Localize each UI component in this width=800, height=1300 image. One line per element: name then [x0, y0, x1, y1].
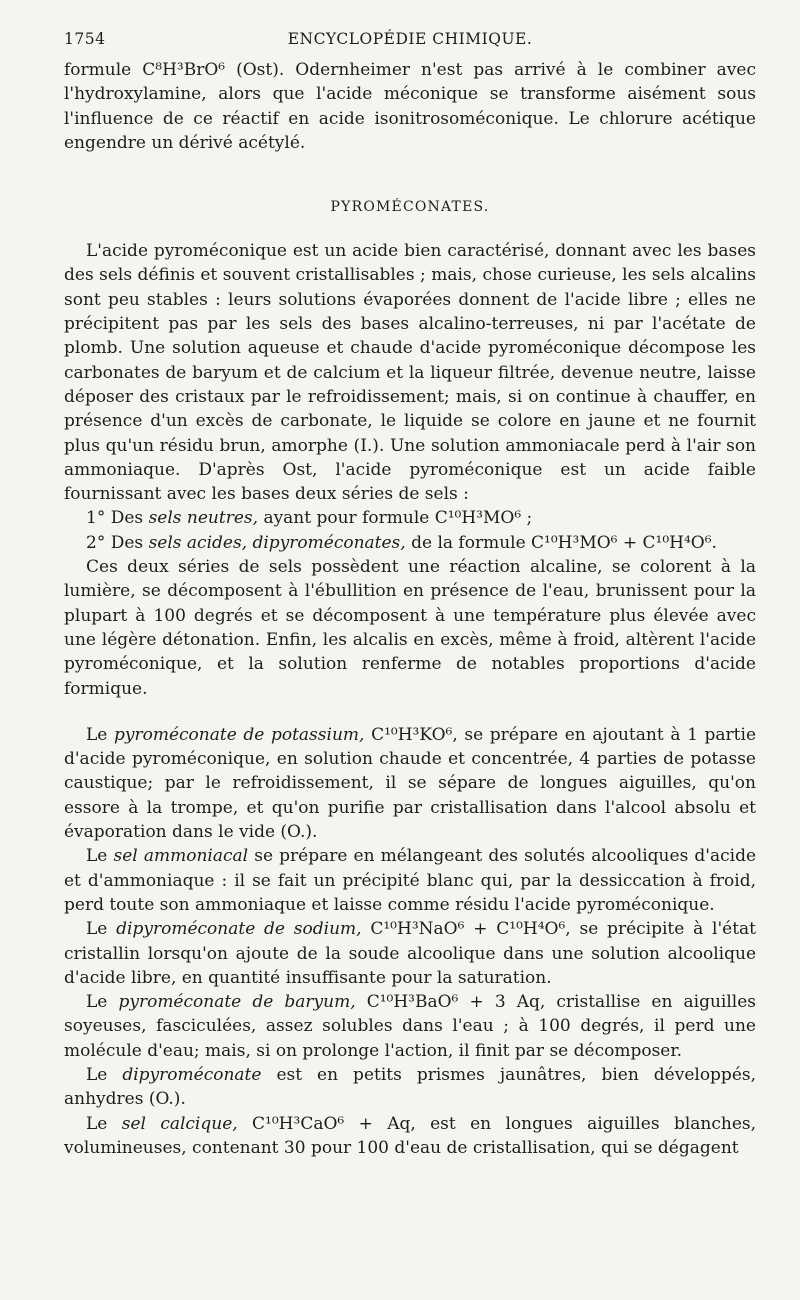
paragraph-dipyromeconate [64, 1063, 756, 1112]
list-text: de la formule C¹⁰H³MO⁶ + C¹⁰H⁴O⁶. [411, 532, 717, 553]
compound-name: pyroméconate de baryum, [118, 992, 356, 1013]
paragraph-barium [64, 990, 756, 1063]
text-pre: Le [86, 919, 108, 940]
paragraph-reactions: Ces deux séries de sels possèdent une réaction alcaline, se colorent à la lumière, se décomposent à l'ébullition en présence de l'eau, brunissent pour la plupart à 100 degrés et se décomposent à une température plus élevée avec une légère détonation. Enfin, les alcalis en excès, même à froid, altèrent l'acide pyroméconique, et la solution renferme de notables proportions d'acide formique. [64, 557, 756, 699]
text-pre: Le [86, 1113, 108, 1134]
running-title: ENCYCLOPÉDIE CHIMIQUE. [287, 30, 533, 48]
list-term: sels neutres, [148, 508, 259, 529]
paragraph-potassium [64, 723, 756, 844]
compound-name: dipyroméconate [122, 1064, 262, 1085]
paragraph-ammonium [64, 844, 756, 917]
intro-paragraph: formule C⁸H³BrO⁶ (Ost). Odernheimer n'est pas arrivé à le combiner avec l'hydroxylamine, alors que l'acide méconique se transforme aisément sous l'influence de ce réactif en acide isonitrosoméconique. Le chlorure acétique engendre un dérivé acétylé. [64, 60, 756, 153]
text-pre: Le [86, 724, 108, 745]
paragraph-sodium [64, 917, 756, 990]
section-title: PYROMÉCONATES. [330, 199, 490, 216]
compound-name: dipyroméconate de sodium, [116, 919, 362, 940]
page-number: 1754 [64, 30, 106, 48]
list-item-neutral-salts [64, 506, 756, 530]
list-text-pre: Des [110, 508, 144, 529]
compound-name: pyroméconate de potassium, [114, 724, 365, 745]
text-body: C¹⁰H³NaO⁶ + C¹⁰H⁴O⁶, se précipite à l'état cristallin lorsqu'on ajoute de la soude alcoolique dans une solution alcoolique d'acide libre, en quantité insuffisante pour la saturation. [64, 919, 756, 988]
list-number: 1° [86, 508, 106, 529]
list-term: sels acides, dipyroméconates, [148, 532, 406, 553]
text-body: C¹⁰H³KO⁶, se prépare en ajoutant à 1 partie d'acide pyroméconique, en solution chaude et concentrée, 4 parties de potasse caustique; par le refroidissement, il se sépare de longues aiguilles, qu'on essore à la trompe, et qu'on purifie par cristallisation dans l'alcool absolu et évaporation dans le vide (O.). [64, 724, 757, 843]
text-pre: Le [86, 1064, 108, 1085]
running-header [64, 30, 756, 58]
compound-name: sel calcique, [121, 1113, 238, 1134]
list-item-acid-salts [64, 531, 756, 555]
text-pre: Le [86, 992, 108, 1013]
list-text: ayant pour formule C¹⁰H³MO⁶ ; [263, 508, 533, 529]
text-body: C¹⁰H³BaO⁶ + 3 Aq, cristallise en aiguilles soyeuses, fasciculées, assez solubles dans l'eau ; à 100 degrés, il perd une molécule d'eau; mais, si on prolonge l'action, il finit par se décomposer. [64, 992, 757, 1061]
text-pre: Le [86, 846, 108, 867]
paragraph-calcium [64, 1112, 756, 1161]
paragraph-gap [64, 701, 756, 723]
text-body: se prépare en mélangeant des solutés alcooliques d'acide et d'ammoniaque : il se fait un précipité blanc qui, par la dessiccation à froid, perd toute son ammoniaque et laisse comme résidu l'acide pyroméconique. [64, 846, 757, 915]
text-body: C¹⁰H³CaO⁶ + Aq, est en longues aiguilles blanches, volumineuses, contenant 30 pour 100 d'eau de cristallisation, qui se dégagent [64, 1113, 757, 1158]
list-number: 2° [86, 532, 106, 553]
text-body: est en petits prismes jaunâtres, bien développés, anhydres (O.). [64, 1064, 757, 1110]
list-text-pre: Des [110, 532, 144, 553]
compound-name: sel ammoniacal [113, 846, 249, 867]
paragraph-general-properties: L'acide pyroméconique est un acide bien caractérisé, donnant avec les bases des sels définis et souvent cristallisables ; mais, chose curieuse, les sels alcalins sont peu stables : leurs solutions évaporées donnent de l'acide libre ; elles ne précipitent pas par les sels des bases alcalino-terreuses, ni par l'acétate de plomb. Une solution aqueuse et chaude d'acide pyroméconique décompose les carbonates de baryum et de calcium et la liqueur filtrée, devenue neutre, laisse déposer des cristaux par le refroidissement; mais, si on continue à chauffer, en présence d'un excès de carbonate, le liquide se colore en jaune et ne fournit plus qu'un résidu brun, amorphe (I.). Une solution ammoniacale perd à l'air son ammoniaque. D'après Ost, l'acide pyroméconique est un acide faible fournissant avec les bases deux séries de sels : [64, 241, 756, 505]
